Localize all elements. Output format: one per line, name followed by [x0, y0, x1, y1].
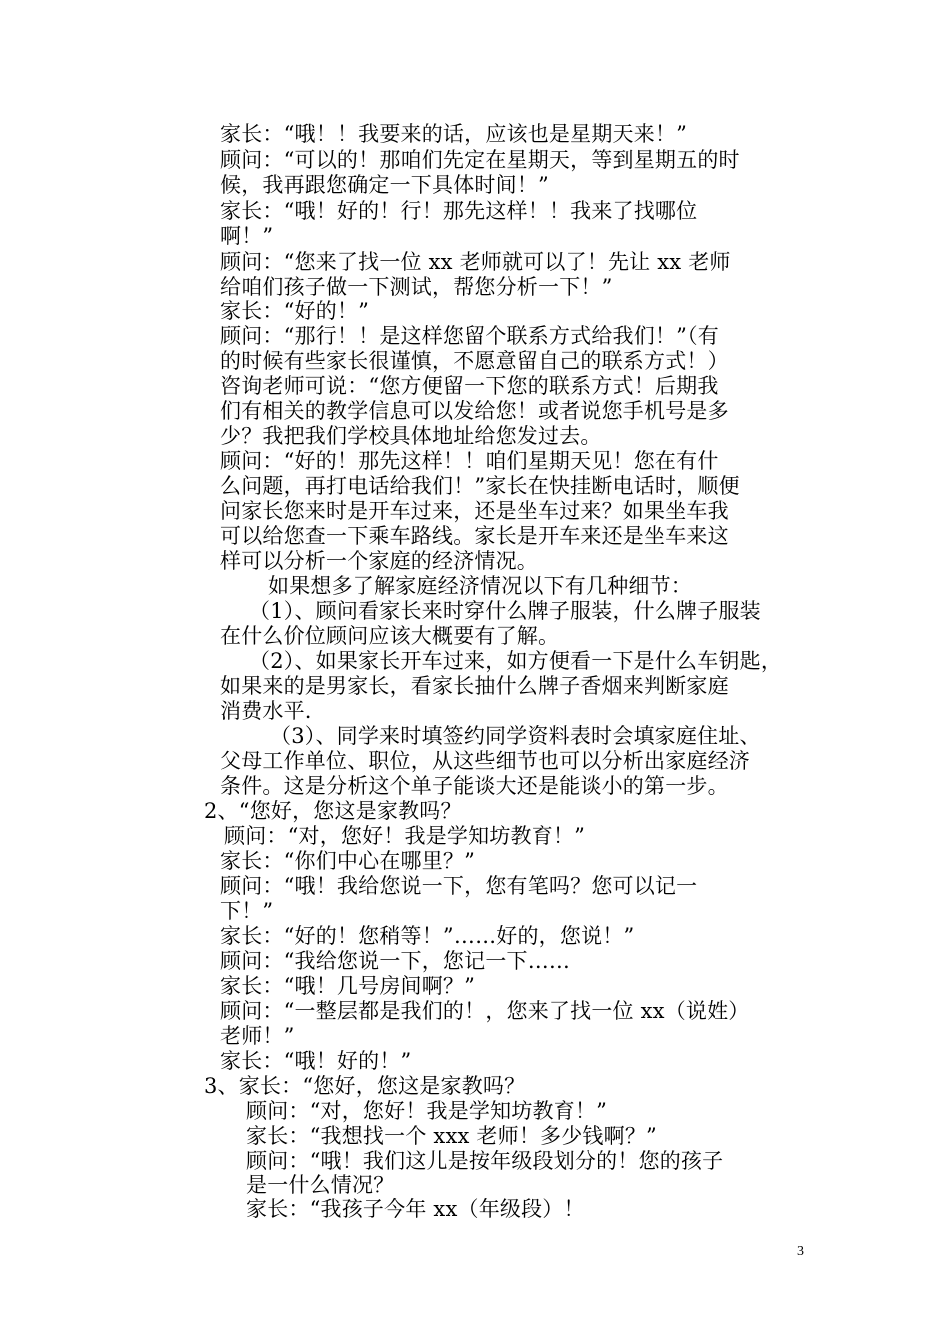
text-line: 的时候有些家长很谨慎，不愿意留自己的联系方式！）	[220, 349, 729, 373]
text-line: 们有相关的教学信息可以发给您！或者说您手机号是多	[220, 399, 729, 423]
text-line: 消费水平.	[220, 699, 312, 723]
text-line: （2）、如果家长开车过来，如方便看一下是什么车钥匙，	[249, 649, 783, 673]
text-line: 顾问：“哦！我给您说一下，您有笔吗？您可以记一	[220, 874, 698, 898]
text-line: 家长：“我想找一个 xxx 老师！多少钱啊？”	[246, 1124, 657, 1148]
text-line: 家长：“好的！”	[220, 299, 370, 323]
text-line: 么问题，再打电话给我们！”家长在快挂断电话时，顺便	[220, 474, 740, 498]
text-line: 顾问：“您来了找一位 xx 老师就可以了！先让 xx 老师	[220, 250, 731, 274]
text-line: 家长：“好的！您稍等！”……好的，您说！”	[220, 924, 635, 948]
text-line: 下！”	[220, 899, 274, 923]
text-line: 顾问：“对，您好！我是学知坊教育！”	[224, 824, 586, 848]
text-line: 家长：“哦！几号房间啊？”	[220, 974, 476, 998]
text-line: 候，我再跟您确定一下具体时间！”	[220, 173, 549, 197]
text-line: 啊！”	[220, 224, 274, 248]
text-line: 顾问：“我给您说一下，您记一下……	[220, 949, 571, 973]
text-line: 如果来的是男家长，看家长抽什么牌子香烟来判断家庭	[220, 674, 729, 698]
text-line: 可以给您查一下乘车路线。家长是开车来还是坐车来这	[220, 524, 729, 548]
text-line: 是一什么情况？	[246, 1173, 395, 1197]
text-line: 顾问：“哦！我们这儿是按年级段划分的！您的孩子	[246, 1149, 724, 1173]
list-item-number: 3、家长：“您好，您这是家教吗？	[204, 1074, 526, 1098]
text-line: 家长：“我孩子今年 xx（年级段）！	[246, 1197, 585, 1221]
text-line: 家长：“哦！！我要来的话，应该也是星期天来！”	[220, 122, 688, 146]
text-line: （1）、顾问看家长来时穿什么牌子服装，什么牌子服装	[249, 599, 761, 623]
text-line: 顾问：“可以的！那咱们先定在星期天，等到星期五的时	[220, 148, 740, 172]
text-line: 父母工作单位、职位，从这些细节也可以分析出家庭经济	[220, 749, 750, 773]
text-line: 顾问：“对，您好！我是学知坊教育！”	[246, 1099, 608, 1123]
text-line: 如果想多了解家庭经济情况以下有几种细节：	[268, 574, 692, 598]
text-line: 给咱们孩子做一下测试，帮您分析一下！”	[220, 275, 613, 299]
text-line: 条件。这是分析这个单子能谈大还是能谈小的第一步。	[220, 774, 729, 798]
page-number: 3	[797, 1244, 804, 1259]
text-line: 家长：“哦！好的！”	[220, 1049, 412, 1073]
text-line: 家长：“你们中心在哪里？”	[220, 849, 476, 873]
text-line: 咨询老师可说：“您方便留一下您的联系方式！后期我	[220, 374, 719, 398]
text-line: 家长：“哦！好的！行！那先这样！！我来了找哪位	[220, 199, 698, 223]
text-line: 在什么价位顾问应该大概要有了解。	[220, 624, 560, 648]
list-item-number: 2、“您好，您这是家教吗？	[204, 799, 462, 823]
text-line: 老师！”	[220, 1024, 295, 1048]
text-line: 问家长您来时是开车过来，还是坐车过来？如果坐车我	[220, 499, 729, 523]
text-line: 顾问：“一整层都是我们的！，您来了找一位 xx（说姓）	[220, 999, 750, 1023]
text-line: （3）、同学来时填签约同学资料表时会填家庭住址、	[270, 724, 761, 748]
text-line: 样可以分析一个家庭的经济情况。	[220, 549, 538, 573]
text-line: 顾问：“好的！那先这样！！咱们星期天见！您在有什	[220, 449, 719, 473]
text-line: 少？我把我们学校具体地址给您发过去。	[220, 424, 602, 448]
text-line: 顾问：“那行！！是这样您留个联系方式给我们！”（有	[220, 324, 719, 348]
